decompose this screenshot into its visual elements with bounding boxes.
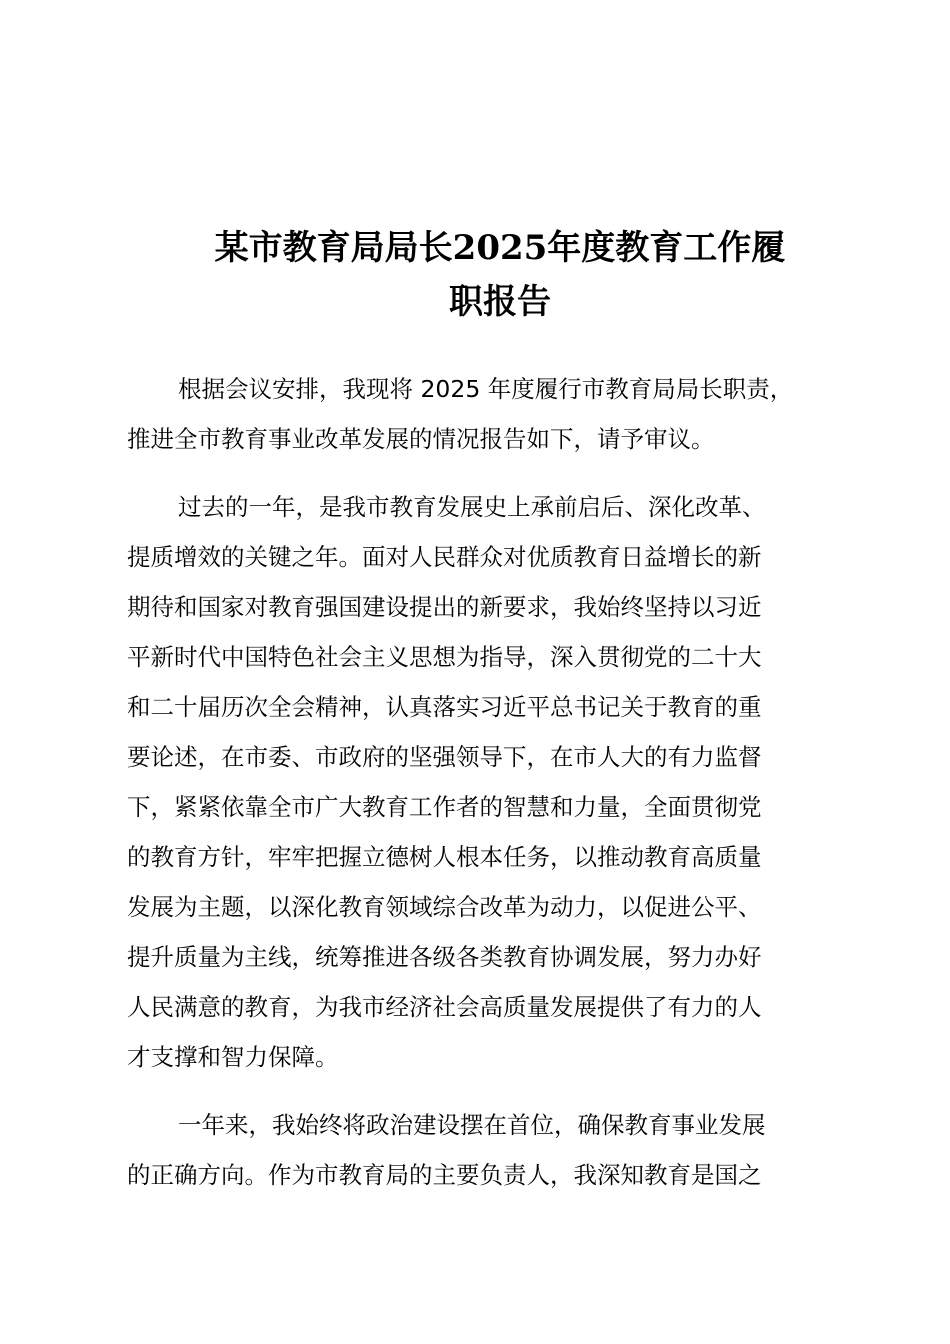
document-body	[127, 364, 827, 1218]
title-line-2: 职报告	[449, 281, 551, 322]
paragraph-line: 才支撑和智力保障。	[127, 1043, 339, 1071]
paragraph-2	[127, 482, 827, 1082]
paragraph-line: 的正确方向。作为市教育局的主要负责人，我深知教育是国之	[127, 1161, 762, 1189]
paragraph-3	[127, 1100, 827, 1200]
paragraph-line: 平新时代中国特色社会主义思想为指导，深入贯彻党的二十大	[127, 643, 762, 671]
paragraph-line: 下，紧紧依靠全市广大教育工作者的智慧和力量，全面贯彻党	[127, 793, 762, 821]
paragraph-1	[127, 364, 827, 464]
paragraph-line: 要论述，在市委、市政府的坚强领导下，在市人大的有力监督	[127, 743, 762, 771]
paragraph-line: 和二十届历次全会精神，认真落实习近平总书记关于教育的重	[127, 693, 762, 721]
paragraph-line: 发展为主题，以深化教育领域综合改革为动力，以促进公平、	[127, 893, 762, 921]
document-title	[150, 221, 850, 329]
paragraph-line: 提质增效的关键之年。面对人民群众对优质教育日益增长的新	[127, 543, 762, 571]
paragraph-line: 提升质量为主线，统筹推进各级各类教育协调发展，努力办好	[127, 943, 762, 971]
title-line-1: 某市教育局局长2025年度教育工作履	[214, 227, 786, 268]
paragraph-line: 一年来，我始终将政治建设摆在首位，确保教育事业发展	[178, 1111, 766, 1139]
paragraph-line: 人民满意的教育，为我市经济社会高质量发展提供了有力的人	[127, 993, 762, 1021]
paragraph-line: 期待和国家对教育强国建设提出的新要求，我始终坚持以习近	[127, 593, 762, 621]
paragraph-line: 过去的一年，是我市教育发展史上承前启后、深化改革、	[178, 493, 766, 521]
paragraph-line: 根据会议安排，我现将 2025 年度履行市教育局局长职责，	[178, 375, 794, 403]
paragraph-line: 推进全市教育事业改革发展的情况报告如下，请予审议。	[127, 425, 715, 453]
paragraph-line: 的教育方针，牢牢把握立德树人根本任务，以推动教育高质量	[127, 843, 762, 871]
